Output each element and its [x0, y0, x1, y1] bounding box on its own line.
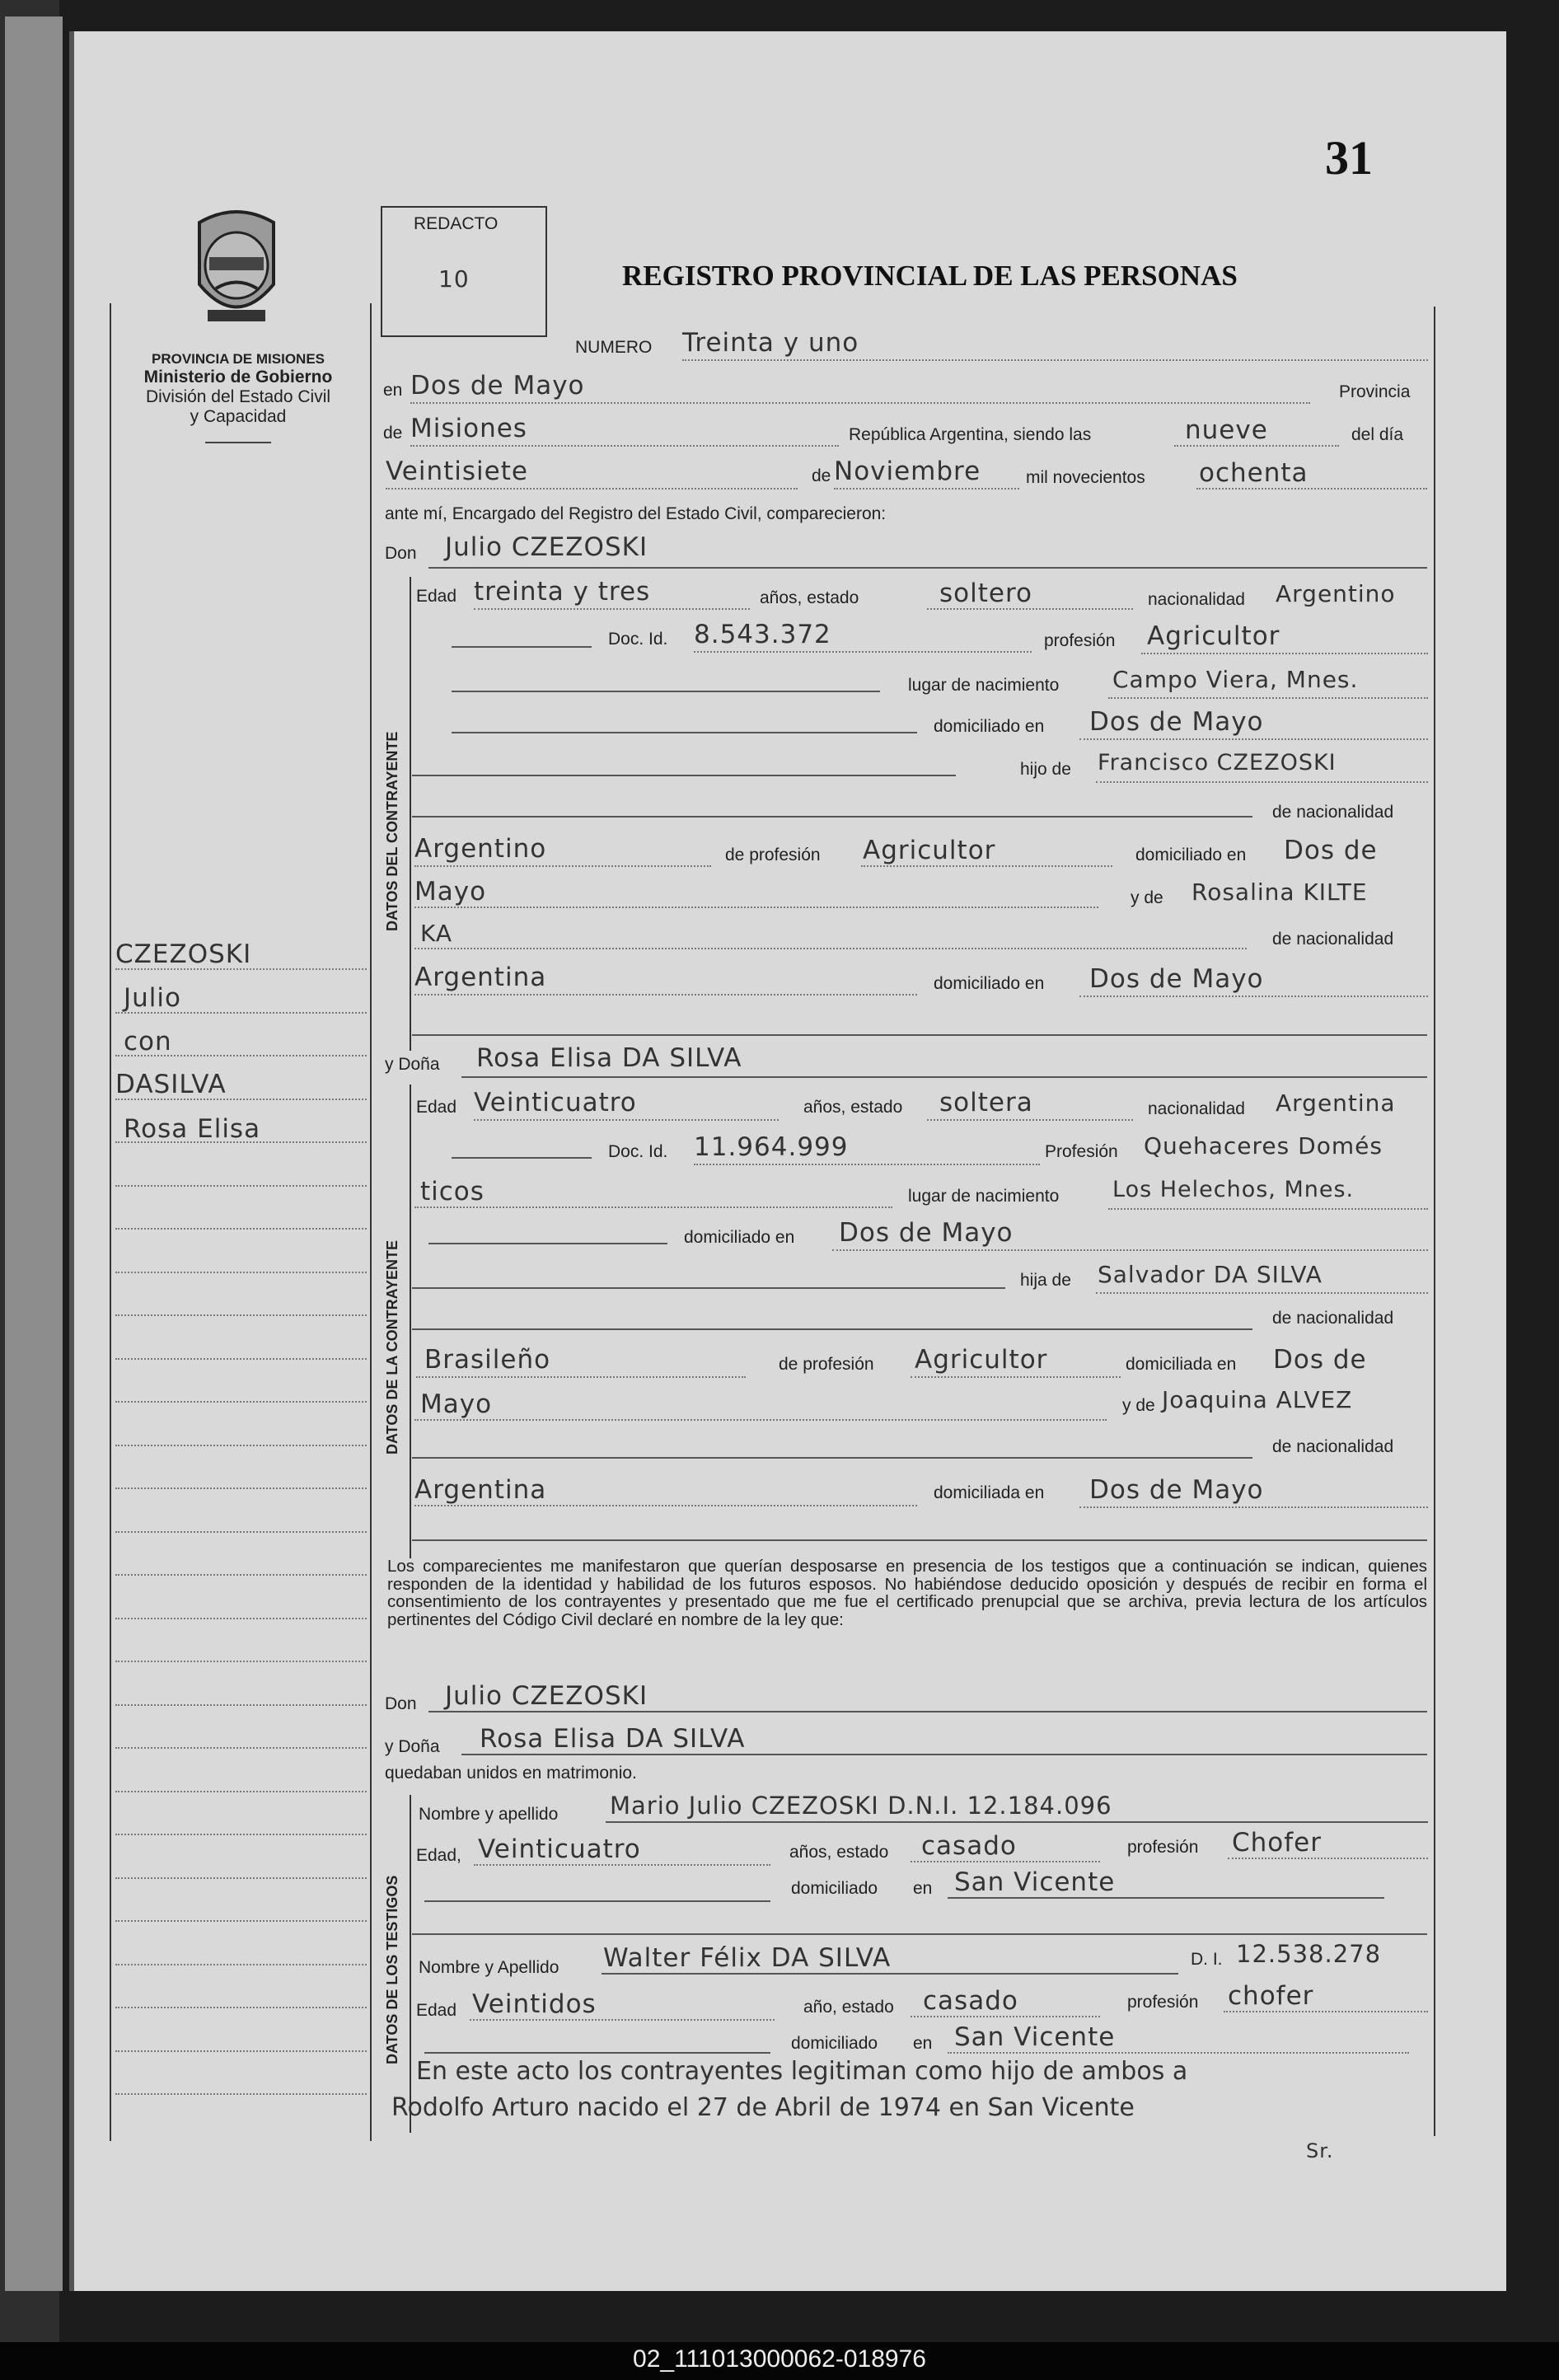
- side-label-testigos: DATOS DE LOS TESTIGOS: [384, 1875, 400, 2064]
- c-padre-nacionalidad: Argentino: [414, 834, 547, 864]
- numero-line: [682, 359, 1428, 361]
- c-madre-2: KA: [420, 920, 453, 947]
- testigo-2-edad-line: [470, 2019, 775, 2021]
- c-dom-prefix-line: [452, 732, 917, 733]
- page-number: 31: [1325, 131, 1373, 185]
- domiciliado-label: domiciliado en: [1135, 846, 1247, 864]
- margin-dotted-line: [115, 2093, 367, 2095]
- margin-right-rule: [370, 303, 372, 2141]
- lugar-nac-label: lugar de nacimiento: [908, 676, 1060, 695]
- republica-label: República Argentina, siendo las: [849, 425, 1092, 444]
- domiciliado-label: domiciliado: [791, 1879, 878, 1898]
- margin-dotted-line: [115, 1488, 367, 1489]
- c-madre-domicilio: Dos de Mayo: [1089, 964, 1264, 994]
- doc-label: Doc. Id.: [608, 1142, 668, 1161]
- capacity-label: y Capacidad: [190, 407, 287, 426]
- side-label-contrayente-f: DATOS DE LA CONTRAYENTE: [384, 1239, 400, 1455]
- testigo-2-edad: Veintidos: [472, 1989, 597, 2019]
- hija-de-label: hija de: [1020, 1271, 1071, 1290]
- y-de-label: y de: [1122, 1396, 1155, 1415]
- profesion-label: Profesión: [1045, 1142, 1118, 1161]
- domiciliado-label: domiciliado en: [934, 974, 1045, 993]
- margin-note: Rosa Elisa: [124, 1114, 261, 1144]
- testigo-1-nombre-line: [606, 1821, 1428, 1823]
- f-madre-nac-line: [414, 1505, 917, 1506]
- f-padre-line: [1096, 1292, 1428, 1294]
- en-label: en: [383, 381, 403, 400]
- f-nacionalidad: Argentina: [1276, 1089, 1396, 1117]
- ministry-label: Ministerio de Gobierno: [143, 368, 333, 387]
- mes-line: [834, 488, 1019, 490]
- f-dom-prefix-line: [428, 1243, 667, 1244]
- anio-line: [1196, 488, 1427, 490]
- nacionalidad-label: nacionalidad: [1148, 590, 1245, 609]
- f-madre: Joaquina ALVEZ: [1162, 1386, 1353, 1413]
- acta-mes: Noviembre: [834, 457, 981, 486]
- y-dona-label: y Doña: [385, 1055, 440, 1074]
- c-doc-prefix-line: [452, 646, 592, 648]
- f-padre-nac-line: [416, 1376, 746, 1378]
- c-padre-nac-line: [414, 865, 711, 867]
- f-hija-prefix-line: [412, 1287, 1005, 1289]
- ante-label: ante mí, Encargado del Registro del Estado Civil, comparecieron:: [385, 504, 887, 523]
- de-profesion-label: de profesión: [779, 1355, 874, 1374]
- lugar-line: [410, 402, 1310, 404]
- acta-hora: nueve: [1185, 415, 1268, 445]
- ministry-rule: [205, 442, 271, 443]
- f-edad-line: [474, 1119, 779, 1121]
- margin-dotted-line: [115, 1791, 367, 1792]
- margin-dotted-line: [115, 1704, 367, 1706]
- nota-line-1: En este acto los contrayentes legitiman como hijo de ambos a: [416, 2057, 1188, 2086]
- testigo-1-estado-line: [911, 1861, 1100, 1862]
- c-madre-1: Rosalina KILTE: [1191, 878, 1368, 906]
- margin-dotted-line: [115, 1272, 367, 1273]
- domiciliada-label: domiciliada en: [1126, 1355, 1237, 1374]
- c-nacionalidad: Argentino: [1276, 580, 1396, 607]
- c-lugar-nacimiento: Campo Viera, Mnes.: [1112, 666, 1359, 693]
- acta-dia: Veintisiete: [386, 457, 528, 486]
- f-padre-profesion: Agricultor: [915, 1345, 1048, 1375]
- f-padre-prof-line: [911, 1376, 1121, 1378]
- testigo-1-prof-line: [1228, 1858, 1428, 1859]
- margin-dotted-line: [115, 1661, 367, 1662]
- testigo-2-nombre: Walter Félix DA SILVA: [603, 1943, 892, 1973]
- de-label: de: [383, 424, 403, 443]
- contrayente-f-block-rule: [410, 1085, 411, 1558]
- c-estado: soltero: [939, 579, 1032, 608]
- acta-lugar: Dos de Mayo: [410, 371, 585, 401]
- provincia-line: [410, 445, 839, 447]
- anos-estado-label: años, estado: [789, 1843, 889, 1862]
- f-madre-domicilio: Dos de Mayo: [1089, 1475, 1264, 1505]
- c-doc: 8.543.372: [694, 620, 831, 649]
- c-dom-line: [1079, 738, 1428, 740]
- domiciliado-label: domiciliado en: [684, 1228, 795, 1247]
- margin-dotted-line: [115, 1358, 367, 1360]
- f-padre-nacionalidad: Brasileño: [424, 1345, 551, 1375]
- acta-provincia: Misiones: [410, 414, 527, 443]
- margin-dotted-line: [115, 1401, 367, 1403]
- del-dia-label: del día: [1351, 425, 1404, 444]
- f-doc-line: [694, 1164, 1040, 1165]
- acta-numero: Treinta y uno: [682, 328, 859, 358]
- y-dona-label: y Doña: [385, 1737, 440, 1756]
- coat-of-arms-emblem: [183, 206, 290, 330]
- left-page-edge: [5, 16, 63, 2291]
- testigo-2-estado: casado: [923, 1986, 1018, 2016]
- margin-note: DASILVA: [115, 1070, 227, 1099]
- declaration-paragraph: Los comparecientes me manifestaron que querían desposarse en presencia de los testigos que a continuación se indican, quienes responden de la identidad y habilidad de los futuros esposos. No habiéndose deducido oposición y después de recibir en forma el consentimiento de los contrayentes y presentado que me fue el certificado prenupcial que se archiva, previa lectura de los artículos pertinentes del Código Civil declaré en nombre de la ley que:: [387, 1557, 1427, 1629]
- c-hijo-prefix-line: [412, 775, 956, 776]
- margin-dotted-line: [115, 1445, 367, 1446]
- c-madre-nacionalidad: Argentina: [414, 963, 547, 992]
- margin-dotted-line: [115, 1531, 367, 1533]
- en-label: en: [913, 2034, 933, 2053]
- testigo-1-domicilio: San Vicente: [954, 1867, 1116, 1897]
- profesion-label: profesión: [1127, 1993, 1199, 2012]
- profesion-label: profesión: [1044, 631, 1116, 650]
- redacto-label: REDACTO: [414, 214, 499, 233]
- margin-note: con: [124, 1027, 172, 1056]
- contrayente-block-rule: [410, 577, 411, 1051]
- margin-dotted-line: [115, 1964, 367, 1965]
- de-nacionalidad-label: de nacionalidad: [1272, 1309, 1394, 1328]
- testigo-1-nombre: Mario Julio CZEZOSKI D.N.I. 12.184.096: [610, 1792, 1112, 1820]
- footer-caption: 02_111013000062-018976: [633, 2345, 926, 2373]
- don-label: Don: [385, 1694, 417, 1713]
- f-madre-nacionalidad: Argentina: [414, 1475, 547, 1505]
- edad-label: Edad: [416, 1098, 457, 1117]
- f-madre-dom-line: [1079, 1506, 1428, 1508]
- edad-label: Edad: [416, 2001, 457, 2020]
- f-domicilio: Dos de Mayo: [839, 1218, 1014, 1248]
- c-lugar-line: [1108, 697, 1428, 699]
- margin-note: CZEZOSKI: [115, 939, 252, 969]
- f-block-end-line: [412, 1539, 1427, 1541]
- edad-label: Edad,: [416, 1846, 461, 1865]
- mil-label: mil novecientos: [1026, 468, 1145, 487]
- margin-dotted-line: [115, 1920, 367, 1922]
- f-lugar-nacimiento: Los Helechos, Mnes.: [1112, 1177, 1355, 1202]
- margin-dotted-line: [115, 2050, 367, 2052]
- f-estado-line: [927, 1119, 1133, 1121]
- testigo-2-prof-line: [1224, 2011, 1428, 2012]
- y-de-label: y de: [1131, 888, 1163, 907]
- edad-label: Edad: [416, 587, 457, 606]
- side-label-contrayente: DATOS DEL CONTRAYENTE: [384, 731, 400, 931]
- testigo-2-dom-line: [948, 2052, 1409, 2054]
- de-nacionalidad-label: de nacionalidad: [1272, 803, 1394, 822]
- testigo-2-dom-prefix-line: [424, 2052, 770, 2054]
- c-domicilio: Dos de Mayo: [1089, 707, 1264, 737]
- di-label: D. I.: [1191, 1950, 1223, 1969]
- nota-extra: Sr.: [1306, 2139, 1334, 2162]
- dia-line: [386, 488, 798, 490]
- testigo-2-profesion: chofer: [1228, 1981, 1314, 2011]
- doc-label: Doc. Id.: [608, 630, 668, 649]
- c-padre-domicilio-1: Dos de: [1284, 836, 1378, 865]
- c-doc-line: [694, 651, 1032, 653]
- f-edad: Veinticuatro: [474, 1088, 637, 1117]
- profesion-label: profesión: [1127, 1838, 1199, 1857]
- division-label: División del Estado Civil: [145, 387, 331, 406]
- quedaban-label: quedaban unidos en matrimonio.: [385, 1764, 637, 1783]
- de-nacionalidad-label: de nacionalidad: [1272, 930, 1394, 949]
- dona-line: [461, 1076, 1427, 1078]
- margin-dotted-line: [115, 1834, 367, 1835]
- f-profesion-2: ticos: [420, 1177, 485, 1206]
- f-padre-nac-prefix-line: [412, 1328, 1252, 1330]
- testigo-2-domicilio: San Vicente: [954, 2022, 1116, 2052]
- hijo-de-label: hijo de: [1020, 760, 1071, 779]
- f-profesion-line: [414, 1206, 892, 1208]
- c-block-end-line: [412, 1034, 1427, 1036]
- margin-dotted-line: [115, 1228, 367, 1230]
- body-right-rule: [1434, 307, 1435, 2136]
- c-padre-prof-line: [861, 865, 1112, 867]
- don-line: [428, 567, 1427, 569]
- domiciliada-label: domiciliada en: [934, 1483, 1045, 1502]
- testigo-2-estado-line: [911, 2016, 1100, 2017]
- c-padre-dom-line: [414, 907, 1098, 908]
- testigo-2-nombre-line: [602, 1973, 1178, 1975]
- c-padre-nac-prefix-line: [412, 816, 1252, 818]
- redacto-box: [381, 206, 547, 337]
- registry-title: REGISTRO PROVINCIAL DE LAS PERSONAS: [622, 260, 1238, 292]
- f-dom-line: [832, 1249, 1428, 1251]
- anos-estado-label: años, estado: [760, 588, 859, 607]
- c-padre-domicilio-2: Mayo: [414, 877, 487, 907]
- c-madre-dom-line: [1079, 996, 1428, 997]
- en-label: en: [913, 1879, 933, 1898]
- matrimonio-dona: Rosa Elisa DA SILVA: [480, 1724, 746, 1754]
- nombre-apellido-label: Nombre y apellido: [419, 1805, 559, 1824]
- margin-note: Julio: [124, 983, 181, 1013]
- matrimonio-don-line: [428, 1711, 1427, 1712]
- testigo-1-edad-line: [474, 1864, 770, 1866]
- c-padre-profesion: Agricultor: [863, 836, 996, 865]
- f-estado: soltera: [939, 1088, 1033, 1117]
- testigos-block-rule: [410, 1795, 411, 2133]
- testigo-1-dom-line: [948, 1897, 1384, 1899]
- mes-de-label: de: [812, 466, 831, 485]
- matrimonio-don: Julio CZEZOSKI: [445, 1681, 648, 1711]
- testigo-1-edad: Veinticuatro: [478, 1834, 641, 1864]
- ano-estado-label: año, estado: [803, 1998, 894, 2017]
- provincia-label: Provincia: [1339, 382, 1411, 401]
- contrayente-f-nombre: Rosa Elisa DA SILVA: [476, 1043, 742, 1073]
- nacionalidad-label: nacionalidad: [1148, 1099, 1245, 1118]
- margin-dotted-line: [115, 1877, 367, 1879]
- lugar-nac-label: lugar de nacimiento: [908, 1187, 1060, 1206]
- margin-dotted-line: [115, 1314, 367, 1316]
- c-padre: Francisco CZEZOSKI: [1098, 750, 1337, 775]
- testigo-2-di: 12.538.278: [1236, 1940, 1382, 1968]
- f-profesion-1: Quehaceres Domés: [1144, 1132, 1383, 1160]
- f-madre-nac-prefix-line: [412, 1457, 1252, 1459]
- f-doc: 11.964.999: [694, 1132, 849, 1162]
- nota-line-2: Rodolfo Arturo nacido el 27 de Abril de 1974 en San Vicente: [391, 2093, 1135, 2122]
- margin-dotted-line: [115, 2007, 367, 2008]
- testigo-1-dom-prefix-line: [424, 1900, 770, 1902]
- domiciliado-label: domiciliado: [791, 2034, 878, 2053]
- numero-label: NUMERO: [575, 338, 653, 357]
- redacto-value: 10: [438, 265, 470, 293]
- testigo-1-end-line: [412, 1933, 1427, 1935]
- f-padre-domicilio-2: Mayo: [420, 1389, 493, 1419]
- margin-dotted-line: [115, 1574, 367, 1576]
- f-padre-domicilio-1: Dos de: [1273, 1345, 1367, 1375]
- c-madre-line: [414, 948, 1247, 949]
- acta-anio: ochenta: [1199, 458, 1309, 488]
- c-profesion: Agricultor: [1147, 621, 1280, 651]
- matrimonio-dona-line: [461, 1754, 1427, 1755]
- f-doc-prefix-line: [452, 1157, 592, 1159]
- contrayente-nombre: Julio CZEZOSKI: [445, 532, 648, 562]
- c-madre-nac-line: [414, 994, 917, 996]
- de-nacionalidad-label: de nacionalidad: [1272, 1437, 1394, 1456]
- don-label: Don: [385, 544, 417, 563]
- province-label: PROVINCIA DE MISIONES: [151, 351, 325, 367]
- f-padre-dom-line: [414, 1419, 1107, 1421]
- margin-dotted-line: [115, 1747, 367, 1749]
- f-lugar-line: [1108, 1208, 1428, 1210]
- nombre-apellido-label: Nombre y Apellido: [419, 1958, 559, 1977]
- c-edad: treinta y tres: [474, 577, 651, 607]
- c-estado-line: [927, 608, 1133, 610]
- c-profesion-line: [1141, 653, 1428, 654]
- c-edad-line: [474, 608, 750, 610]
- hora-line: [1174, 445, 1339, 447]
- c-padre-line: [1096, 781, 1428, 783]
- testigo-1-estado: casado: [921, 1831, 1017, 1861]
- margin-dotted-line: [115, 1185, 367, 1187]
- margin-dotted-line: [115, 1618, 367, 1619]
- domiciliado-label: domiciliado en: [934, 717, 1045, 736]
- testigo-1-profesion: Chofer: [1232, 1828, 1322, 1858]
- anos-estado-label: años, estado: [803, 1098, 903, 1117]
- f-padre: Salvador DA SILVA: [1098, 1261, 1323, 1288]
- de-profesion-label: de profesión: [725, 846, 821, 864]
- ministry-block: [107, 351, 369, 443]
- margin-left-rule: [110, 303, 111, 2141]
- c-lugar-prefix-line: [452, 691, 880, 692]
